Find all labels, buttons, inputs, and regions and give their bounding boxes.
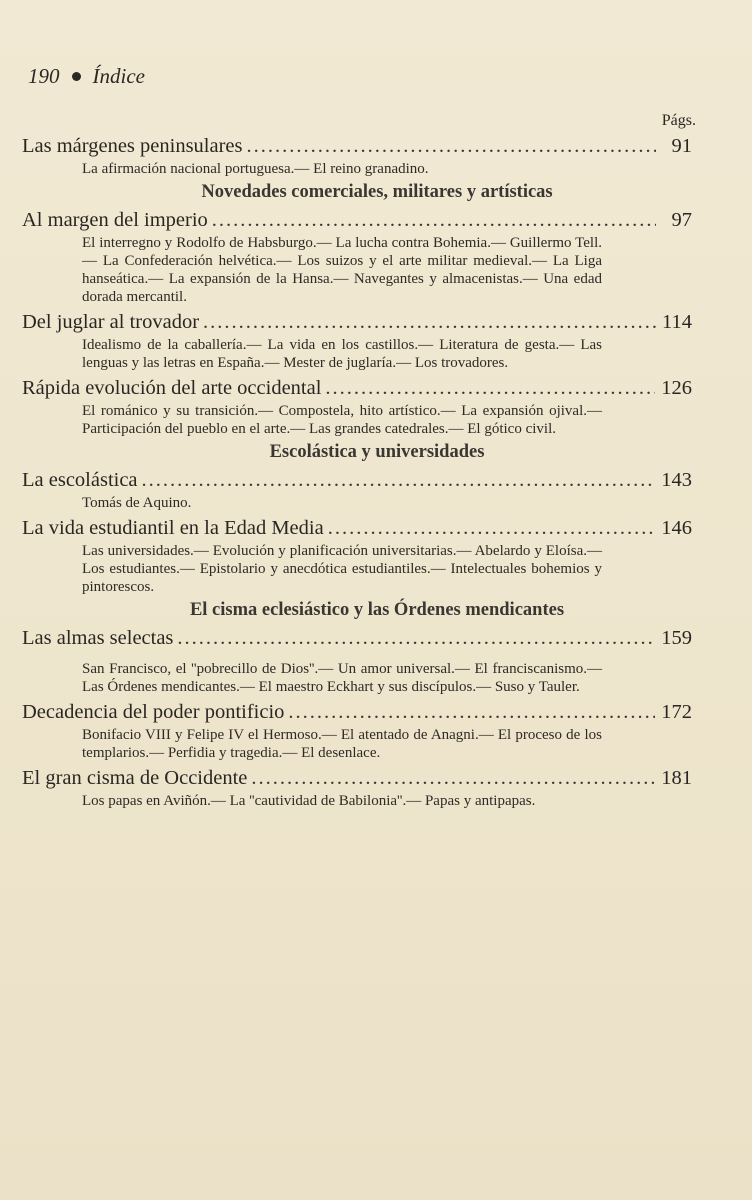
section-heading: Escolástica y universidades: [269, 442, 485, 462]
toc-entry-page: 114: [662, 311, 692, 333]
toc-entry-summary: El románico y su transición.— Compostela, hito artístico.— La expansión ojival.— Participación del pueblo en el arte.— Las grandes catedrales.— El gótico civil.: [82, 403, 602, 437]
toc-entry-title: Rápida evolución del arte occidental: [22, 377, 322, 399]
toc-entry-page: 159: [661, 627, 692, 649]
toc-entry-title: Decadencia del poder pontificio: [22, 701, 285, 723]
toc-entry-title: Las almas selectas: [22, 627, 174, 649]
toc-entry: [22, 516, 692, 540]
toc-entry-page: 143: [661, 469, 692, 491]
toc-entry-summary: Las universidades.— Evolución y planificación universitarias.— Abelardo y Eloísa.— Los estudiantes.— Epistolario y anecdótica estudiantiles.— Intelectuales bohemios y pintorescos.: [82, 543, 602, 595]
toc-entry-page: 97: [671, 209, 692, 231]
toc-entry-page: 146: [661, 517, 692, 539]
toc-entry-summary: La afirmación nacional portuguesa.— El reino granadino.: [82, 161, 429, 177]
table-of-contents: [22, 130, 692, 810]
toc-entry: [22, 700, 692, 724]
running-head-title: Índice: [92, 64, 145, 88]
toc-entry-title: La escolástica: [22, 469, 138, 491]
running-head: [28, 64, 145, 89]
toc-entry-title: Las márgenes peninsulares: [22, 135, 243, 157]
toc-entry: [22, 468, 692, 492]
toc-entry: [22, 134, 692, 158]
toc-entry-title: Al margen del imperio: [22, 209, 208, 231]
toc-entry-title: Del juglar al trovador: [22, 311, 200, 333]
toc-entry-title: La vida estudiantil en la Edad Media: [22, 517, 324, 539]
dot-leader: [325, 376, 655, 400]
toc-entry-summary: Tomás de Aquino.: [82, 495, 192, 511]
dot-leader: [212, 208, 656, 232]
toc-entry: [22, 208, 692, 232]
toc-entry-page: 91: [671, 135, 692, 157]
toc-entry-page: 172: [661, 701, 692, 723]
pages-column-label: Págs.: [661, 112, 696, 129]
toc-entry: [22, 376, 692, 400]
toc-entry: [22, 626, 692, 650]
dot-leader: [247, 134, 657, 158]
dot-leader: [288, 700, 655, 724]
toc-entry: [22, 766, 692, 790]
toc-entry-title: El gran cisma de Occidente: [22, 767, 248, 789]
toc-entry-summary: Idealismo de la caballería.— La vida en los castillos.— Literatura de gesta.— Las lenguas y las letras en España.— Mester de juglaría.— Los trovadores.: [82, 337, 602, 371]
toc-entry-summary: Bonifacio VIII y Felipe IV el Hermoso.— El atentado de Anagni.— El proceso de los templarios.— Perfidia y tragedia.— El desenlace.: [82, 727, 602, 761]
toc-entry: [22, 310, 692, 334]
toc-entry-summary: El interregno y Rodolfo de Habsburgo.— La lucha contra Bohemia.— Guillermo Tell.— La Confederación helvética.— Los suizos y el arte militar medieval.— La Liga hanseática.— La expansión de la Hansa.— Navegantes y almacenistas.— Una edad dorada mercantil.: [82, 235, 602, 305]
page-number: 190: [28, 64, 60, 88]
dot-leader: [251, 766, 655, 790]
dot-leader: [142, 468, 656, 492]
toc-entry-page: 126: [661, 377, 692, 399]
toc-entry-summary: Los papas en Aviñón.— La ''cautividad de Babilonia''.— Papas y antipapas.: [82, 793, 536, 809]
section-heading: El cisma eclesiástico y las Órdenes mendicantes: [189, 600, 565, 620]
section-heading: Novedades comerciales, militares y artísticas: [201, 182, 553, 202]
dot-leader: [203, 310, 656, 334]
dot-leader: [177, 626, 655, 650]
bullet-icon: [72, 72, 81, 81]
dot-leader: [328, 516, 656, 540]
toc-entry-summary: San Francisco, el ''pobrecillo de Dios''.— Un amor universal.— El franciscanismo.— Las Órdenes mendicantes.— El maestro Eckhart y sus discípulos.— Suso y Tauler.: [82, 661, 602, 695]
toc-entry-page: 181: [661, 767, 692, 789]
